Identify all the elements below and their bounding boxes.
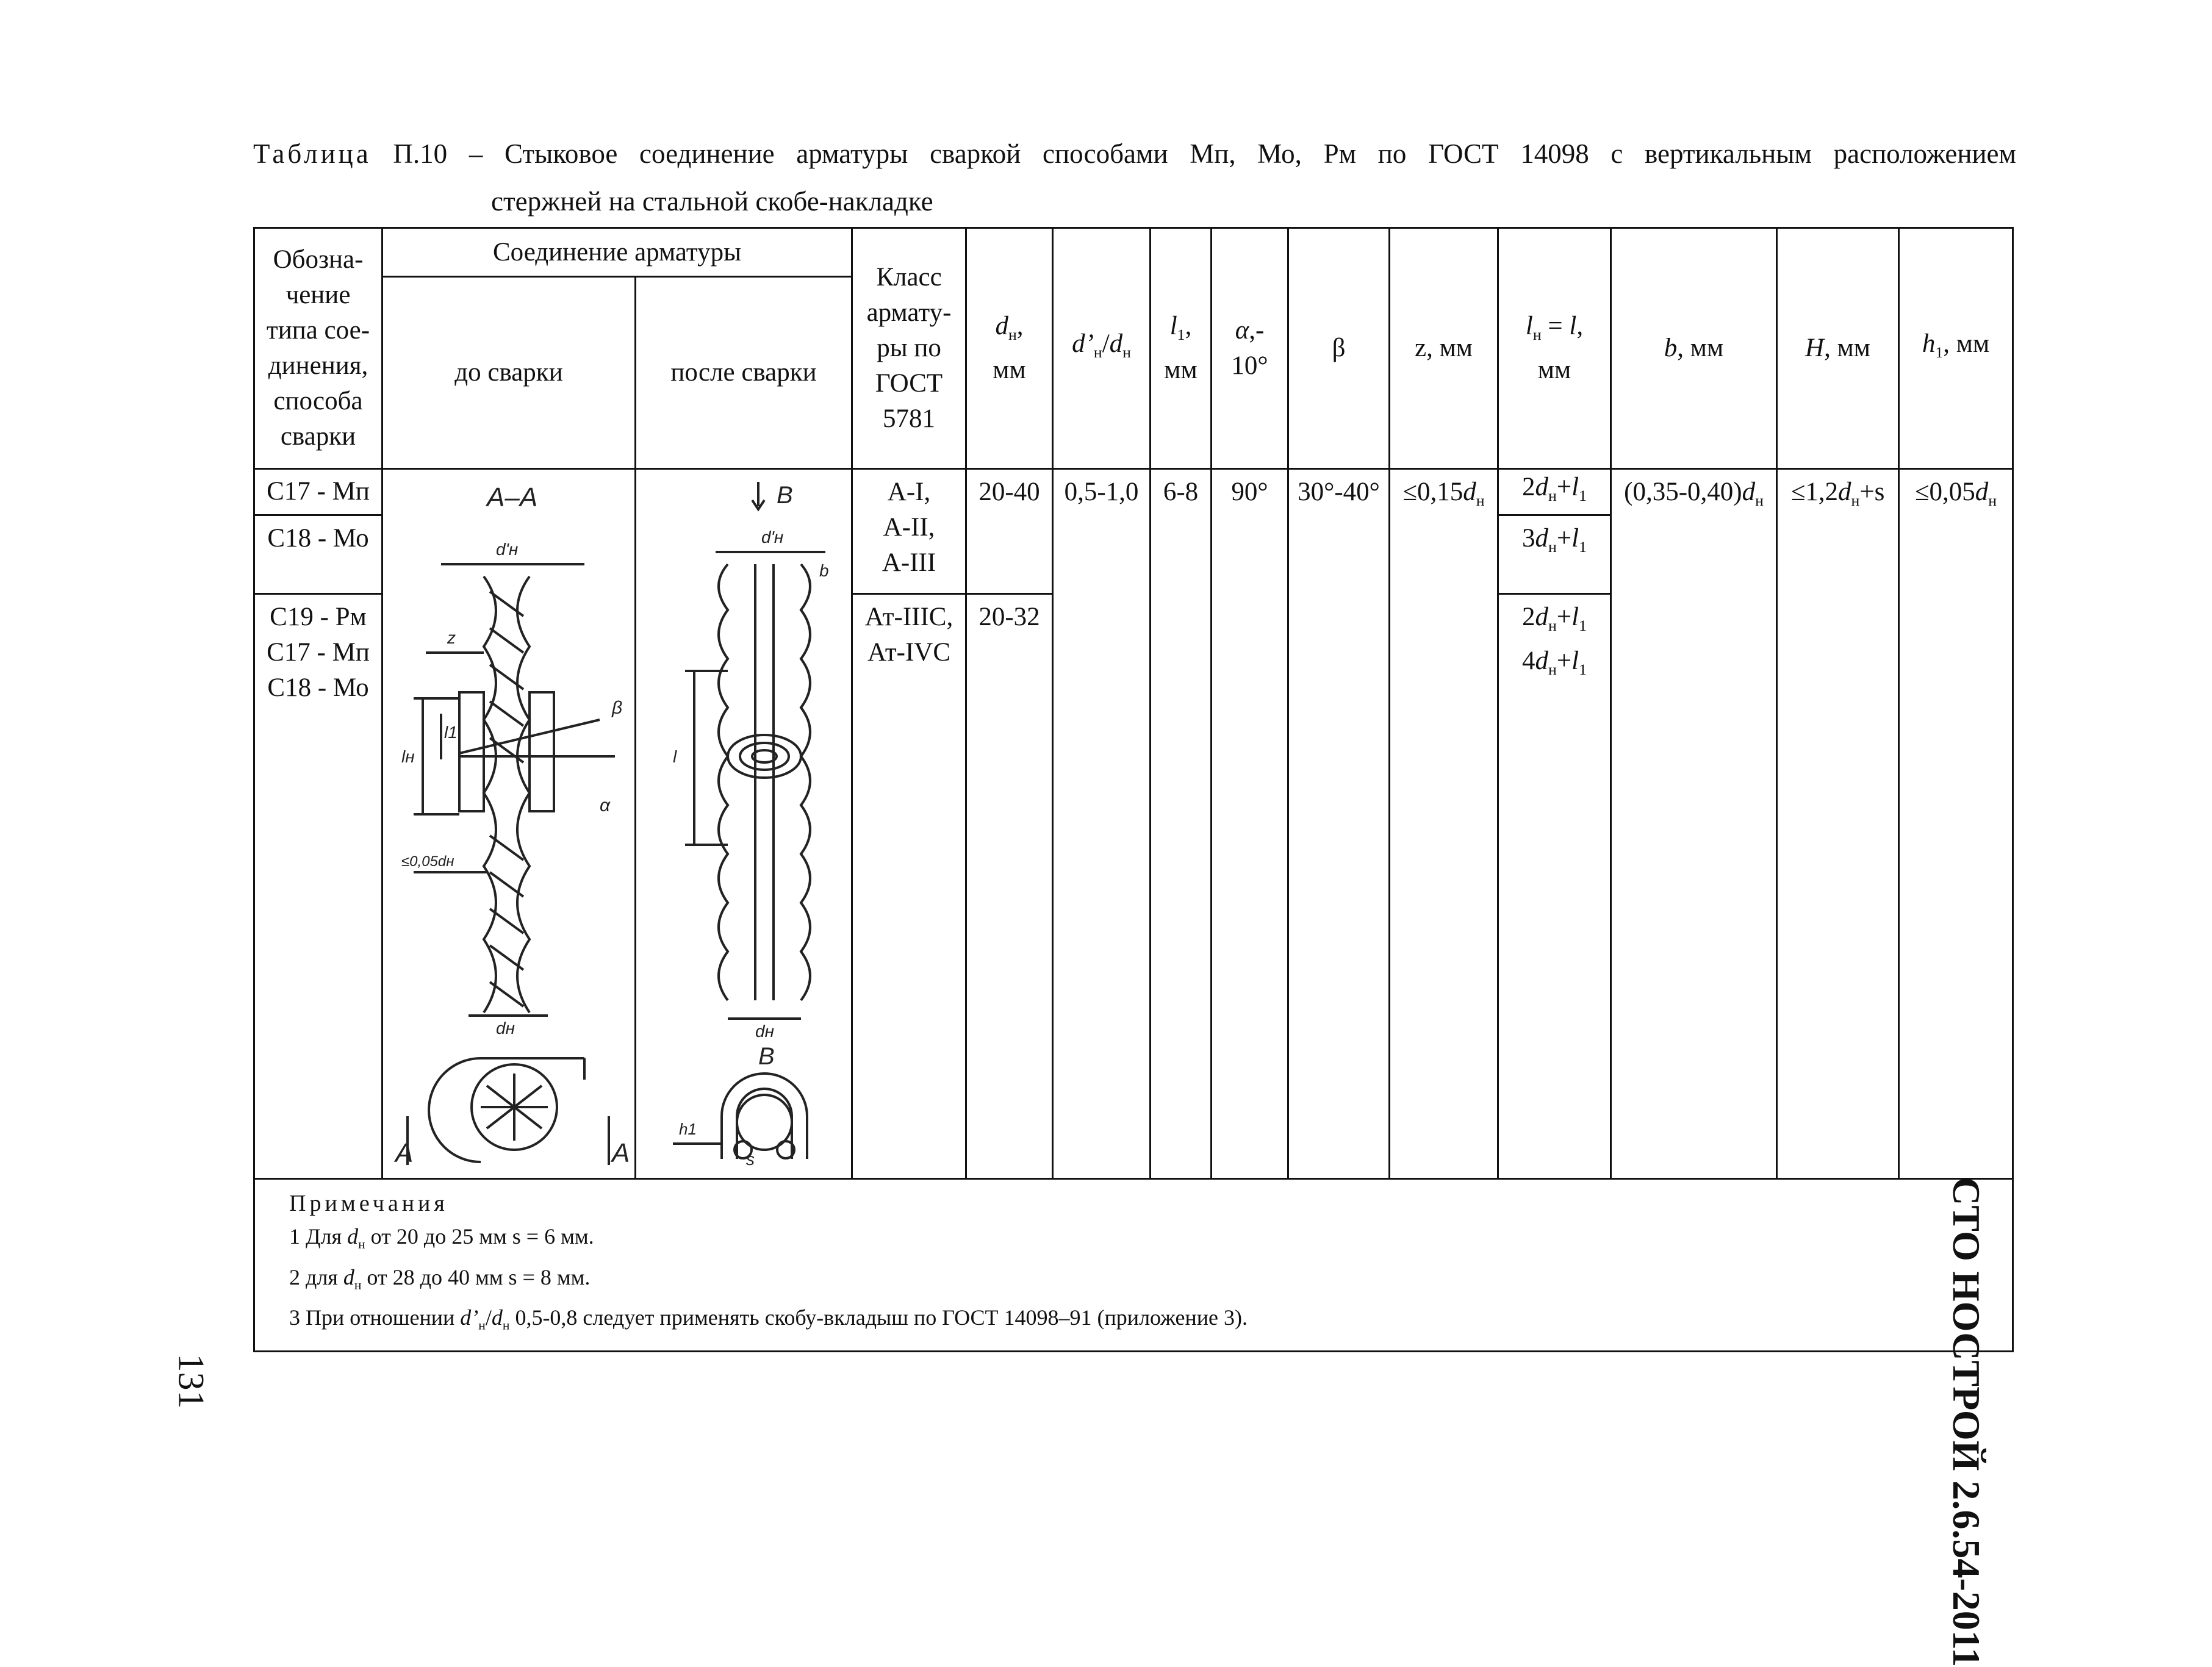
header-after: после сварки — [636, 277, 852, 469]
header-dn: $d_н$, мм — [966, 228, 1053, 469]
svg-text:dн: dн — [755, 1022, 774, 1041]
H-value: $\le 1,2d_н+s$ — [1777, 469, 1899, 1179]
header-designation: Обозна- чение типа сое- динения, способа сварки — [254, 228, 382, 469]
ln-value-1: $2d_н+l_1$ — [1498, 469, 1611, 515]
table-caption — [253, 135, 2016, 220]
svg-text:≤0,05dн: ≤0,05dн — [401, 853, 454, 870]
header-h1: $h_1$, мм — [1899, 228, 2013, 469]
type-row-3: С19 - Рм С17 - Мп С18 - Мо — [254, 594, 382, 1179]
b-value: $(0,35-0,40)d_н$ — [1611, 469, 1777, 1179]
svg-text:h1: h1 — [679, 1120, 697, 1138]
class-group-1: А-I, А-II, А-III — [852, 469, 966, 594]
header-alpha: α,- 10° — [1212, 228, 1288, 469]
svg-text:β: β — [612, 698, 623, 718]
dn-group-2: 20-32 — [966, 594, 1053, 1179]
svg-text:z: z — [447, 628, 456, 647]
drawing-before — [382, 469, 636, 1179]
alpha-value: 90° — [1212, 469, 1288, 1179]
ln-value-2: $3d_н+l_1$ — [1498, 515, 1611, 594]
svg-text:А: А — [612, 1138, 630, 1168]
svg-text:b: b — [819, 561, 829, 580]
h1-value: $\le 0,05d_н$ — [1899, 469, 2013, 1179]
class-group-2: Ат-IIIС, Ат-IVС — [852, 594, 966, 1179]
note-3: 3 При отношении $d’_н/d_н$ 0,5-0,8 следует применять скобу-вкладыш по ГОСТ 14098–91 (приложение 3). — [289, 1305, 1248, 1333]
svg-text:А: А — [395, 1138, 414, 1168]
svg-text:В: В — [777, 482, 793, 509]
l1-value: 6-8 — [1151, 469, 1212, 1179]
svg-text:α: α — [600, 795, 611, 816]
caption-line2: стержней на стальной скобе-накладке — [491, 186, 933, 217]
dn-group-1: 20-40 — [966, 469, 1053, 594]
label-section-aa: А–А — [487, 482, 538, 512]
svg-text:lн: lн — [401, 747, 415, 766]
table-notes — [254, 1179, 2013, 1352]
document-code: СТО НОСТРОЙ 2.6.54-2011 — [1945, 1177, 1988, 1667]
svg-text:В: В — [758, 1043, 775, 1070]
header-connection: Соединение арматуры — [382, 228, 852, 277]
svg-text:d'н: d'н — [761, 528, 784, 547]
header-ratio: $d’_н/d_н$ — [1053, 228, 1151, 469]
welding-table — [253, 227, 2014, 1352]
drawing-after-svg — [636, 470, 853, 1168]
z-value: $\le 0,15d_н$ — [1390, 469, 1498, 1179]
svg-text:l1: l1 — [444, 723, 458, 742]
notes-heading: Примечания — [289, 1191, 448, 1216]
header-z: z, мм — [1390, 228, 1498, 469]
drawing-before-svg — [383, 470, 636, 1168]
ln-value-3-4: $2d_н+l_1$ $4d_н+l_1$ — [1498, 594, 1611, 1179]
note-1: 1 Для $d_н$ от 20 до 25 мм s = 6 мм. — [289, 1224, 594, 1252]
svg-text:d'н: d'н — [496, 540, 519, 559]
header-beta: β — [1288, 228, 1390, 469]
header-l1: $l_1$, мм — [1151, 228, 1212, 469]
type-row-1: С17 - Мп — [254, 469, 382, 515]
header-H: H, мм — [1777, 228, 1899, 469]
page-number: 131 — [171, 1353, 212, 1409]
drawing-after — [636, 469, 852, 1179]
caption-text: П.10 – Стыковое соединение арматуры сваркой способами Мп, Мо, Рм по ГОСТ 14098 с вертикальным расположением — [371, 138, 2016, 169]
ratio-value: 0,5-1,0 — [1053, 469, 1151, 1179]
header-class: Класс армату- ры по ГОСТ 5781 — [852, 228, 966, 469]
header-b: b, мм — [1611, 228, 1777, 469]
type-row-2: С18 - Мо — [254, 515, 382, 594]
svg-text:l: l — [673, 747, 677, 766]
svg-text:dн: dн — [496, 1019, 515, 1038]
caption-prefix: Таблица — [253, 138, 372, 169]
header-before: до сварки — [382, 277, 636, 469]
beta-value: 30°-40° — [1288, 469, 1390, 1179]
header-ln: $l_н = l$, мм — [1498, 228, 1611, 469]
svg-text:s: s — [746, 1150, 755, 1168]
note-2: 2 для $d_н$ от 28 до 40 мм s = 8 мм. — [289, 1264, 591, 1292]
